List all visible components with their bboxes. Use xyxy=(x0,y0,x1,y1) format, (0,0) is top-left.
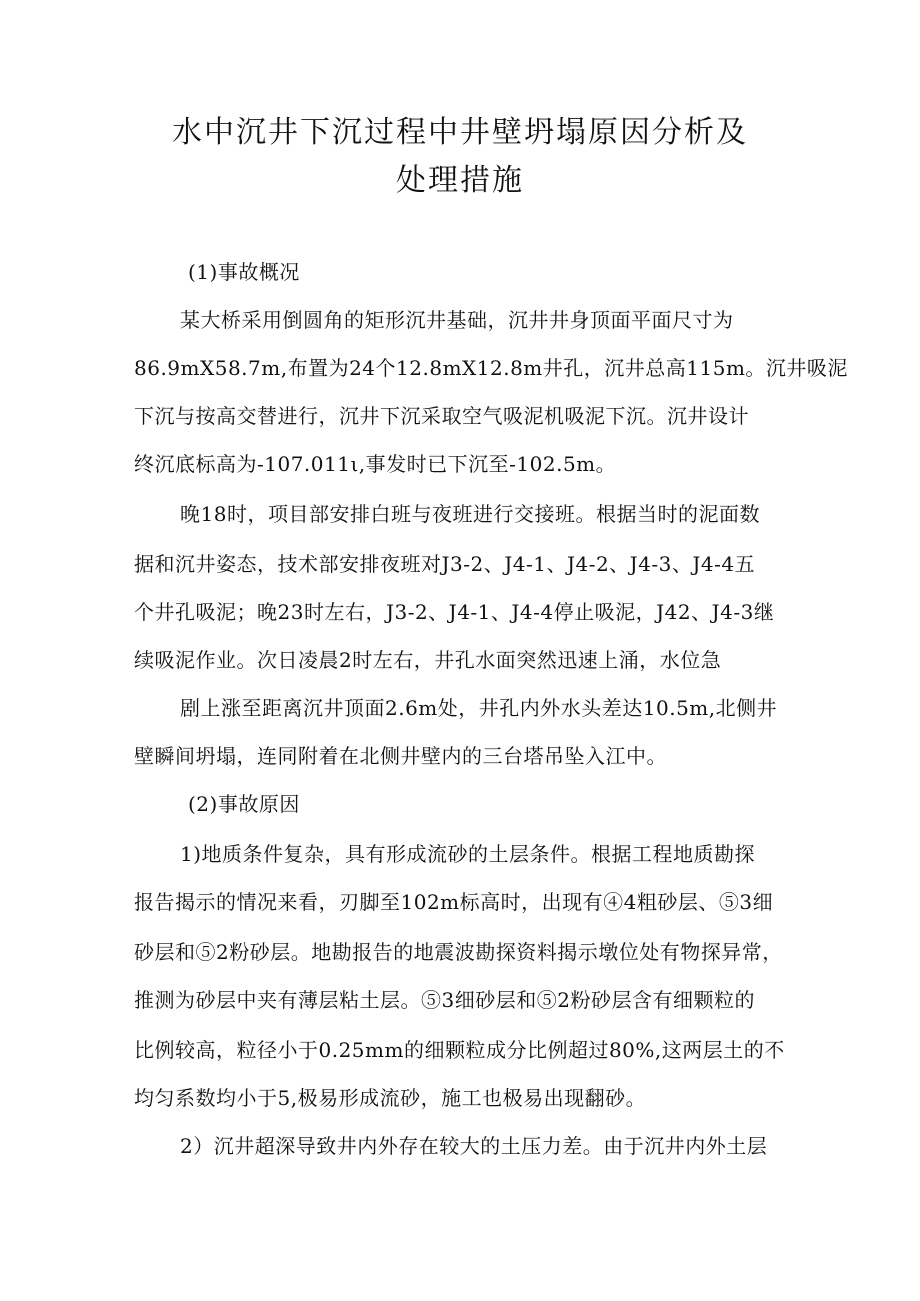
document-title-line-2: 处理措施 xyxy=(396,163,524,198)
paragraph-line: 报告揭示的情况来看，刃脚至102m标高时，出现有④4粗砂层、⑤3细 xyxy=(134,890,774,914)
document-title-line-1: 水中沉井下沉过程中井壁坍塌原因分析及 xyxy=(172,115,748,150)
paragraph-line: 剧上涨至距离沉井顶面2.6m处，井孔内外水头差达10.5m,北侧井 xyxy=(180,696,778,720)
paragraph-line: 终沉底标高为-107.011ι,事发时已下沉至-102.5m。 xyxy=(134,452,617,476)
paragraph-line: 据和沉井姿态，技术部安排夜班对J3-2、J4-1、J4-2、J4-3、J4-4五 xyxy=(134,552,756,576)
paragraph-line: 2）沉井超深导致井内外存在较大的土压力差。由于沉井内外土层 xyxy=(180,1134,768,1158)
paragraph-line: 晚18时，项目部安排白班与夜班进行交接班。根据当时的泥面数 xyxy=(180,502,760,526)
paragraph-line: 砂层和⑤2粉砂层。地勘报告的地震波勘探资料揭示墩位处有物探异常， xyxy=(134,940,783,964)
section-heading: (1)事故概况 xyxy=(188,260,300,284)
section-heading: (2)事故原因 xyxy=(188,792,300,816)
paragraph-line: 1)地质条件复杂，具有形成流砂的土层条件。根据工程地质勘探 xyxy=(180,842,756,866)
paragraph-line: 均匀系数均小于5,极易形成流砂，施工也极易出现翻砂。 xyxy=(134,1086,647,1110)
paragraph-line: 个井孔吸泥；晚23时左右，J3-2、J4-1、J4-4停止吸泥，J42、J4-3继 xyxy=(134,600,775,624)
paragraph-line: 比例较高，粒径小于0.25mm的细颗粒成分比例超过80%,这两层土的不 xyxy=(134,1038,785,1062)
paragraph-line: 下沉与按高交替进行，沉井下沉采取空气吸泥机吸泥下沉。沉井设计 xyxy=(134,404,749,428)
paragraph-line: 续吸泥作业。次日凌晨2时左右，井孔水面突然迅速上涌，水位急 xyxy=(134,648,722,672)
paragraph-line: 壁瞬间坍塌，连同附着在北侧井壁内的三台塔吊坠入江中。 xyxy=(134,744,667,768)
paragraph-line: 推测为砂层中夹有薄层粘土层。⑤3细砂层和⑤2粉砂层含有细颗粒的 xyxy=(134,988,755,1012)
paragraph-line: 86.9mX58.7m,布置为24个12.8mX12.8m井孔，沉井总高115m。沉井吸泥 xyxy=(134,356,848,380)
paragraph-line: 某大桥采用倒圆角的矩形沉井基础，沉井井身顶面平面尺寸为 xyxy=(180,308,734,332)
